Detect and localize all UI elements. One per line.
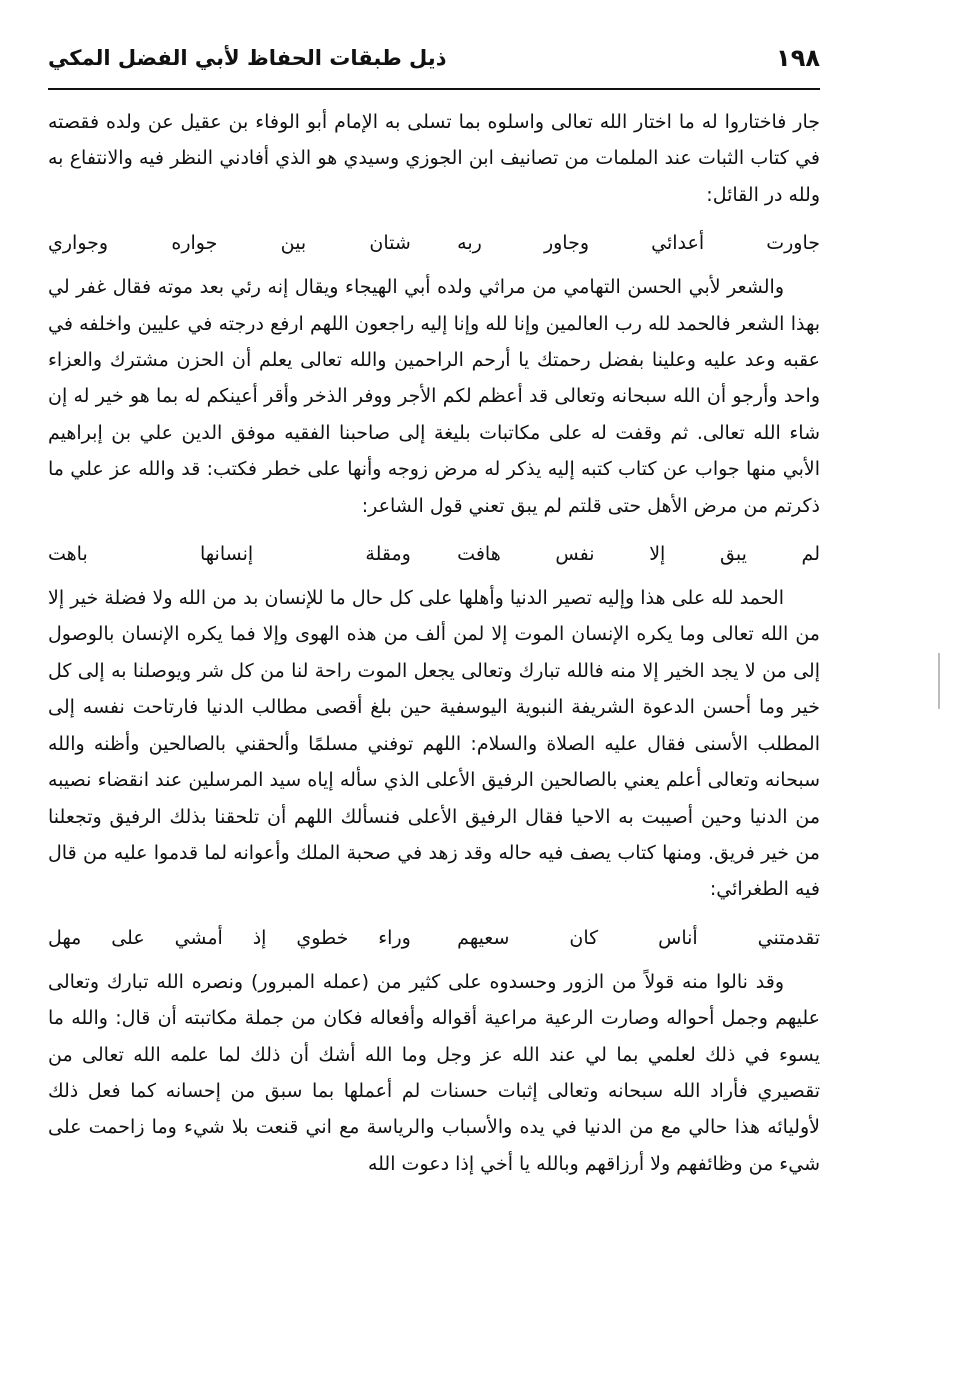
running-title: ذيل طبقات الحفاظ لأبي الفضل المكي [48,46,447,70]
verse-1-first-hemistich: جاورت أعدائي وجاور ربه [457,232,820,255]
paragraph-1: جار فاختاروا له ما اختار الله تعالى واسلوه بما تسلى به الإمام أبو الوفاء بن عقيل عن ولده فقصته في كتاب الثبات عند الملمات من تصانيف ابن الجوزي وسيدي هو الذي أفادني النظر فيه والانتفاع به ولله در القائل: [48,111,820,206]
paragraph-3: الحمد لله على هذا وإليه تصير الدنيا وأهلها على كل حال ما للإنسان بد من الله ولا فضلة خير إلا من الله تعالى وما يكره الإنسان الموت إلا لمن ألف من هذه الهوى وإلا فما يكره الإنسان بالوصول إلى من لا يجد الخير إلا منه فالله تبارك وتعالى يجعل الموت راحة لنا من كل شر ويوصلنا به إلى كل خير وما أحسن الدعوة الشريفة النبوية اليوسفية حين بلغ أقصى مطالب الدنيا فارتاحت نفسه إلى المطلب الأسنى فقال عليه الصلاة والسلام: اللهم توفني مسلمًا وألحقني بالصالحين وأظنه والله سبحانه وتعالى أعلم يعني بالصالحين الرفيق الأعلى الذي سأله إياه سيد المرسلين عند انقضاء نصيبه من الدنيا وحين أصيبت به الاحيا فقال الرفيق الأعلى فنسألك اللهم أن تلحقنا بذلك الرفيق وتجعلنا من خير فريق. ومنها كتاب يصف فيه حاله وقد زهد في صحبة الملك وأعوانه لما قدموا عليه من قال فيه الطغرائي: [48,587,820,901]
paragraph-2: والشعر لأبي الحسن التهامي من مراثي ولده أبي الهيجاء ويقال إنه رئي بعد موته فقال غفر لي بهذا الشعر فالحمد لله رب العالمين وإنا لله وإنا إليه راجعون اللهم ارفع درجته في عليين واخلفه في عقبه وعد عليه وعلينا بفضل رحمتك يا أرحم الراحمين والله تعالى يعلم أن الحزن مشترك والعزاء واحد وأرجو أن الله سبحانه وتعالى قد أعظم لكم الأجر ووفر الذخر وأقر أعينكم له بما هو خير له إن شاء الله تعالى. ثم وقفت له على مكاتبات بليغة إلى صاحبنا الفقيه موفق الدين علي بن إبراهيم الأبي منها جواب عن كتاب كتبه إليه يذكر له مرض زوجه وأنها على خطر فكتب: قد والله عز علي ما ذكرتم من مرض الأهل حتى قلتم لم يبق تعني قول الشاعر: [48,276,820,517]
verse-1 [48,225,820,261]
verse-3-second-hemistich: وراء خطوي إذ أمشي على مهل [48,926,411,949]
paragraph-4: وقد نالوا منه قولاً من الزور وحسدوه على كثير من (عمله المبرور) ونصره الله تبارك وتعالى عليهم وجمل أحواله وصارت الرعية مراعية أقواله وأفعاله فكان من جملة مكاتبته أن قال: والله ما يسوء في ذلك لعلمي بما لي عند الله عز وجل وما الله أشك أن ذلك لما علمه الله تعالى من تقصيري فأراد الله سبحانه وتعالى إثبات حسنات لم أعملها بما سبق من إحسانه كما فعل ذلك لأوليائه هذا حالي مع من الدنيا في يده والأسباب والرياسة مع اني قنعت بلا شيء وما زاحمت على شيء من وظائفهم ولا أرزاقهم وبالله يا أخي إذا دعوت الله [48,970,820,1175]
page-header [48,38,820,78]
verse-1-second-hemistich: شتان بين جواره وجواري [48,232,411,255]
page-number: ١٩٨ [776,44,820,72]
verse-2-first-hemistich: لم يبق إلا نفس هافت [457,543,820,566]
verse-2 [48,536,820,572]
header-rule [48,88,820,90]
verse-2-second-hemistich: ومقلة إنسانها باهت [48,543,411,566]
verse-3-first-hemistich: تقدمتني أناس كان سعيهم [457,926,820,949]
page-body [48,104,820,1182]
scan-margin-mark [938,653,940,709]
verse-3 [48,920,820,956]
